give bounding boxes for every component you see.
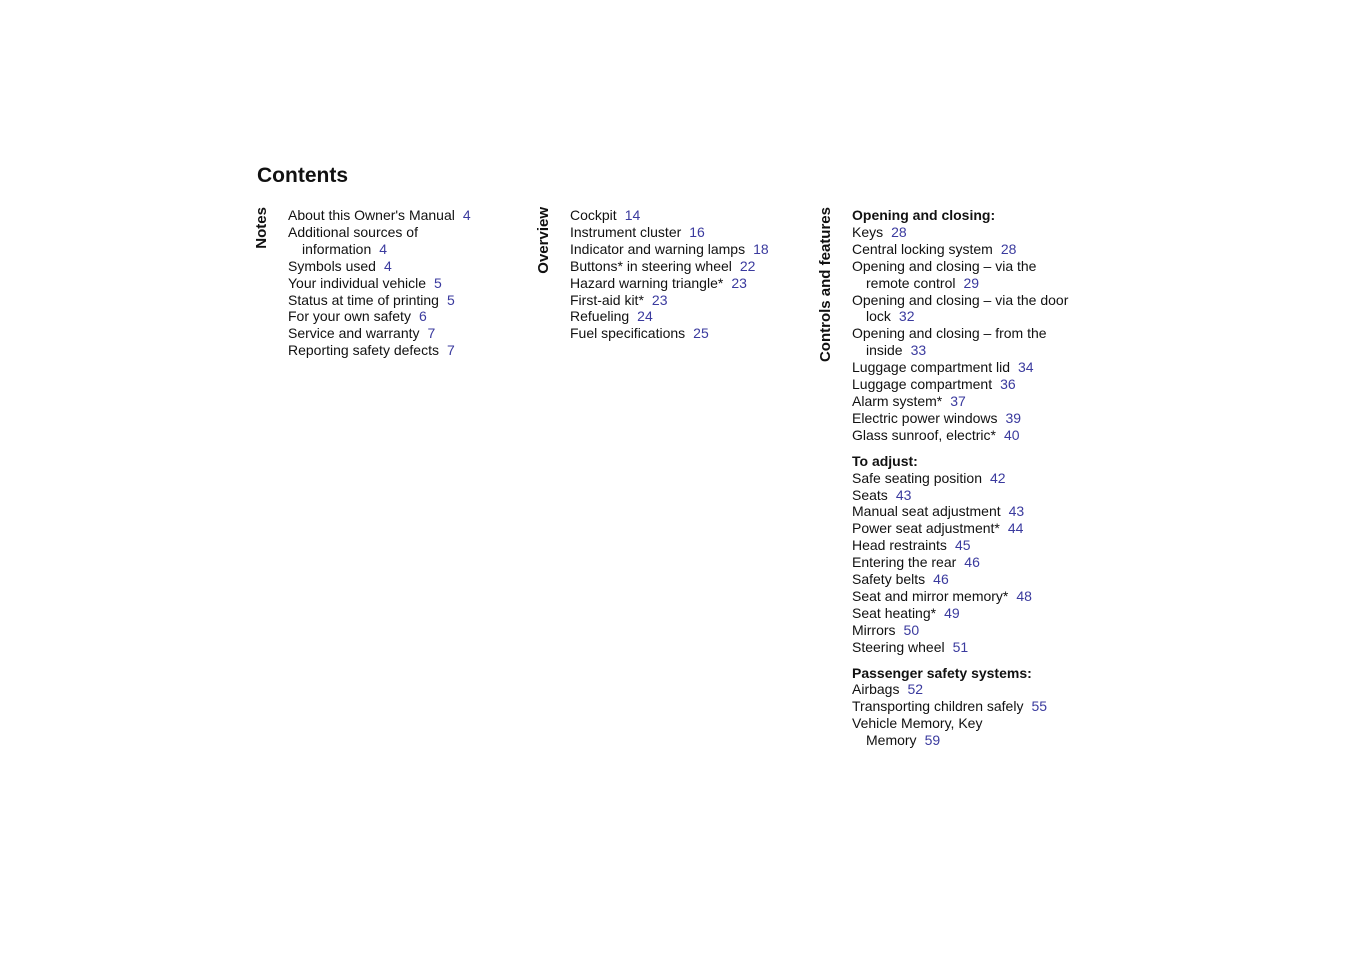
entry-group: [570, 207, 800, 342]
toc-entry[interactable]: Opening and closing – from the inside 33: [852, 325, 1047, 359]
toc-entry[interactable]: About this Owner's Manual 4: [288, 207, 471, 223]
entry-list: [852, 470, 1077, 656]
page-title: Contents: [257, 164, 348, 187]
page-number: 52: [907, 681, 924, 698]
toc-entry[interactable]: For your own safety 6: [288, 308, 427, 325]
entry-group: [852, 665, 1077, 750]
entry-list: [570, 207, 800, 342]
page-number: 6: [418, 308, 427, 325]
toc-entry[interactable]: Head restraints 45: [852, 537, 971, 554]
page-number: 34: [1018, 359, 1034, 376]
toc-entry[interactable]: Entering the rear 46: [852, 554, 980, 571]
page-number: 43: [895, 486, 912, 503]
section-notes: [288, 207, 503, 368]
toc-entry[interactable]: Electric power windows 39: [852, 409, 1022, 426]
section-controls-and-features: [852, 207, 1077, 758]
entry-list: [288, 207, 503, 359]
entry-group: [288, 207, 503, 359]
page-number: 24: [637, 308, 653, 325]
page-number: 36: [1000, 376, 1016, 393]
toc-entry[interactable]: Reporting safety defects 7: [288, 342, 455, 359]
entry-list: [852, 681, 1077, 749]
toc-entry[interactable]: Seat and mirror memory* 48: [852, 587, 1032, 604]
section-overview: [570, 207, 800, 351]
page-number: 32: [898, 308, 915, 325]
group-heading: To adjust:: [852, 452, 918, 469]
toc-entry[interactable]: Status at time of printing 5: [288, 291, 455, 308]
toc-entry[interactable]: Luggage compartment 36: [852, 376, 1016, 393]
toc-entry[interactable]: Safe seating position 42: [852, 469, 1006, 486]
page-number: 42: [989, 469, 1006, 486]
page-number: 4: [383, 257, 392, 274]
page-number: 14: [624, 207, 641, 223]
page-number: 37: [950, 392, 966, 409]
page-number: 22: [739, 257, 756, 274]
page-number: 16: [689, 223, 705, 240]
page-number: 59: [924, 732, 941, 749]
toc-entry[interactable]: Opening and closing – via the door lock 32: [852, 291, 1069, 325]
page-number: 46: [933, 571, 949, 588]
toc-entry[interactable]: Buttons* in steering wheel 22: [570, 257, 756, 274]
page-number: 50: [903, 621, 920, 638]
toc-entry[interactable]: Vehicle Memory, Key Memory 59: [852, 715, 983, 749]
toc-entry[interactable]: Central locking system 28: [852, 240, 1017, 257]
page-number: 51: [952, 638, 969, 655]
page-number: 44: [1007, 520, 1024, 537]
group-heading: Passenger safety systems:: [852, 664, 1032, 681]
section-label-controls-and-features: Controls and features: [817, 207, 834, 363]
toc-entry[interactable]: Seat heating* 49: [852, 604, 960, 621]
toc-entry[interactable]: Glass sunroof, electric* 40: [852, 426, 1020, 443]
page-number: 46: [964, 554, 980, 571]
toc-entry[interactable]: Instrument cluster 16: [570, 223, 705, 240]
page-number: 33: [910, 342, 927, 359]
toc-entry[interactable]: Manual seat adjustment 43: [852, 503, 1025, 520]
toc-entry[interactable]: Luggage compartment lid 34: [852, 359, 1034, 376]
toc-entry[interactable]: Hazard warning triangle* 23: [570, 274, 747, 291]
page-number: 23: [731, 274, 747, 291]
entry-group: [852, 207, 1077, 444]
page-number: 29: [963, 274, 980, 291]
toc-entry[interactable]: Airbags 52: [852, 681, 924, 698]
toc-entry[interactable]: Symbols used 4: [288, 257, 392, 274]
toc-entry[interactable]: Service and warranty 7: [288, 325, 436, 342]
page-number: 23: [651, 291, 668, 308]
page-number: 7: [446, 342, 455, 359]
page-number: 4: [462, 207, 471, 223]
page-number: 28: [1000, 240, 1017, 257]
toc-entry[interactable]: Cockpit 14: [570, 207, 641, 223]
page-number: 25: [693, 325, 709, 342]
entry-list: [852, 224, 1077, 444]
toc-entry[interactable]: Seats 43: [852, 486, 912, 503]
page-number: 43: [1008, 503, 1025, 520]
page-number: 39: [1005, 409, 1022, 426]
page-number: 5: [434, 274, 442, 291]
toc-entry[interactable]: Additional sources of information 4: [288, 223, 418, 257]
page-number: 55: [1031, 698, 1048, 715]
toc-entry[interactable]: Fuel specifications 25: [570, 325, 709, 342]
page-number: 48: [1016, 587, 1032, 604]
toc-entry[interactable]: Refueling 24: [570, 308, 653, 325]
page-number: 40: [1003, 426, 1020, 443]
page-number: 7: [427, 325, 436, 342]
toc-entry[interactable]: Power seat adjustment* 44: [852, 520, 1024, 537]
toc-entry[interactable]: Steering wheel 51: [852, 638, 969, 655]
toc-entry[interactable]: Transporting children safely 55: [852, 698, 1048, 715]
toc-entry[interactable]: Opening and closing – via the remote control 29: [852, 257, 1037, 291]
toc-entry[interactable]: Keys 28: [852, 223, 907, 240]
page-number: 28: [891, 223, 907, 240]
page-number: 45: [954, 537, 971, 554]
section-label-overview: Overview: [535, 207, 552, 274]
toc-entry[interactable]: Indicator and warning lamps 18: [570, 240, 769, 257]
toc-entry[interactable]: Safety belts 46: [852, 571, 949, 588]
entry-group: [852, 453, 1077, 656]
toc-entry[interactable]: Your individual vehicle 5: [288, 274, 442, 291]
toc-entry[interactable]: Alarm system* 37: [852, 392, 966, 409]
toc-entry[interactable]: First-aid kit* 23: [570, 291, 668, 308]
page-number: 18: [753, 240, 769, 257]
toc-entry[interactable]: Mirrors 50: [852, 621, 920, 638]
page-number: 4: [379, 240, 388, 257]
section-label-notes: Notes: [253, 207, 270, 249]
group-heading: Opening and closing:: [852, 207, 996, 223]
page-number: 5: [446, 291, 455, 308]
page-number: 49: [944, 604, 960, 621]
